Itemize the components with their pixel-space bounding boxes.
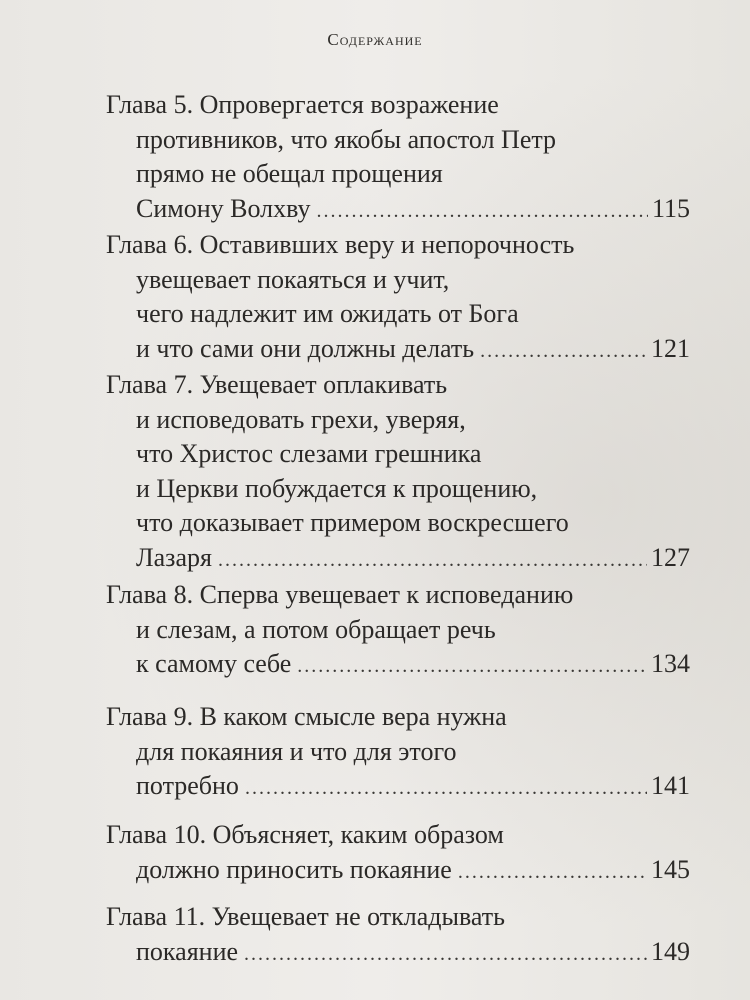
- page-number: 121: [651, 333, 690, 363]
- toc-entry-line: Лазаря: [136, 542, 212, 572]
- toc-entry-line: Симону Волхву: [136, 193, 311, 223]
- toc-entry-title: Глава 5. Опровергается возражение: [106, 90, 499, 119]
- toc-entry-title: Глава 8. Сперва увещевает к исповеданию: [106, 580, 574, 609]
- dot-leader: [244, 937, 647, 972]
- toc-entry-last-line: [106, 541, 690, 578]
- dot-leader: [458, 855, 647, 890]
- toc-entry-line: и что сами они должны делать: [136, 333, 475, 363]
- page-number: 115: [651, 193, 690, 223]
- toc-entry-line: чего надлежит им ожидать от Бога: [136, 299, 519, 328]
- toc-entry-line: что доказывает примером воскресшего: [136, 508, 569, 537]
- toc-entry-chapter-7: [106, 368, 690, 577]
- page-number: 134: [651, 649, 690, 678]
- dot-leader: [480, 334, 647, 369]
- toc-entry-line: противников, что якобы апостол Петр: [136, 124, 557, 154]
- toc-entry-title: Глава 6. Оставивших веру и непорочность: [106, 230, 575, 259]
- toc-entry-line: должно приносить покаяние: [136, 854, 452, 884]
- toc-entry-title: Глава 9. В каком смысле вера нужна: [106, 702, 507, 731]
- toc-entry-line: потребно: [136, 771, 239, 800]
- dot-leader: [316, 194, 647, 229]
- toc-entry-title: Глава 11. Увещевает не откладывать: [106, 902, 506, 931]
- toc-entry-chapter-5: [106, 88, 690, 228]
- toc-entry-last-line: [106, 332, 690, 369]
- toc-entry-line: увещевает покаяться и учит,: [136, 264, 450, 294]
- toc-entry-last-line: [106, 647, 690, 684]
- toc-entry-line: прямо не обещал прощения: [136, 159, 443, 188]
- toc-entry-title: Глава 7. Увещевает оплакивать: [106, 370, 448, 399]
- toc-entry-line: что Христос слезами грешника: [136, 439, 482, 468]
- toc-entry-line: и слезам, а потом обращает речь: [136, 614, 496, 644]
- toc-entry-title: Глава 10. Объясняет, каким образом: [106, 820, 504, 849]
- toc-entry-line: и Церкви побуждается к прощению,: [136, 473, 538, 503]
- toc-entry-last-line: [106, 769, 690, 806]
- toc-entry-line: к самому себе: [136, 649, 292, 678]
- page-number: 149: [651, 936, 690, 966]
- page-number: 141: [651, 771, 690, 800]
- toc-entry-line: для покаяния и что для этого: [136, 736, 457, 766]
- toc-entry-last-line: [106, 853, 690, 890]
- page-number: 145: [651, 854, 690, 884]
- page-header: Содержание: [327, 30, 423, 49]
- toc-entry-chapter-8: [106, 578, 690, 684]
- dot-leader: [218, 543, 647, 578]
- toc-entry-chapter-10: [106, 818, 690, 889]
- dot-leader: [297, 649, 647, 684]
- toc-entry-last-line: [106, 935, 690, 972]
- toc-entry-last-line: [106, 192, 690, 229]
- toc-entry-chapter-6: [106, 228, 690, 368]
- toc-entry-line: покаяние: [136, 936, 239, 966]
- toc-entry-chapter-11: [106, 900, 690, 971]
- toc-entry-chapter-9: [106, 700, 690, 806]
- toc-entry-line: и исповедовать грехи, уверяя,: [136, 404, 466, 434]
- page-number: 127: [651, 542, 690, 572]
- dot-leader: [245, 771, 647, 806]
